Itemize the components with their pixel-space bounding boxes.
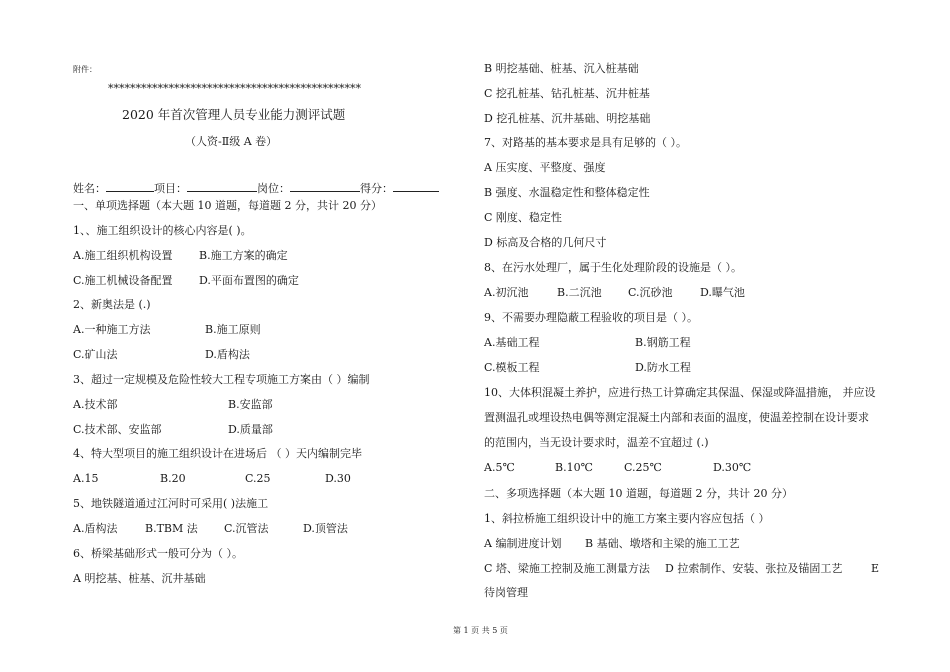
option: D.30 [325, 472, 351, 485]
question-text: 10、大体积混凝土养护，应进行热工计算确定其保温、保湿或降温措施， 并应设 [484, 386, 876, 399]
option: D.盾构法 [205, 348, 250, 361]
option: C 挖孔桩基、钻孔桩基、沉井桩基 [484, 87, 650, 100]
question-text: 8、在污水处理厂，属于生化处理阶段的设施是（ ）。 [484, 261, 742, 274]
page-number: 第 1 页 共 5 页 [453, 626, 508, 635]
question-text: 1、斜拉桥施工组织设计中的施工方案主要内容应包括（ ） [484, 512, 770, 525]
option: A.5℃ [484, 461, 515, 474]
page-subtitle: （人资-Ⅱ级 A 卷） [185, 135, 278, 148]
option: C.技术部、安监部 [73, 423, 162, 436]
project-label: 项目： [154, 182, 187, 195]
question-text: 6、桥梁基础形式一般可分为（ ）。 [73, 547, 243, 560]
option: D 标高及合格的几何尺寸 [484, 236, 607, 249]
option: D.曝气池 [700, 286, 745, 299]
option: D.质量部 [228, 423, 273, 436]
option: A 明挖基、桩基、沉井基础 [73, 572, 206, 585]
question-text: 4、特大型项目的施工组织设计在进场后 （ ）天内编制完毕 [73, 447, 362, 460]
option: 待岗管理 [484, 586, 528, 599]
option: C.施工机械设备配置 [73, 274, 173, 287]
option: A.技术部 [73, 398, 118, 411]
option: B.20 [160, 472, 186, 485]
option: A.15 [73, 472, 99, 485]
option: C.模板工程 [484, 361, 540, 374]
page-title: 2020 年首次管理人员专业能力测评试题 [122, 107, 346, 122]
option: B.二沉池 [557, 286, 602, 299]
section-heading: 二、多项选择题（本大题 10 道题，每道题 2 分，共计 20 分） [484, 487, 793, 500]
project-field[interactable] [187, 181, 257, 192]
option: E [871, 562, 880, 575]
option: B.TBM 法 [145, 522, 198, 535]
option: C.25 [245, 472, 271, 485]
option: C.沉管法 [224, 522, 269, 535]
question-text: 2、新奥法是 (.) [73, 298, 151, 311]
option: A 压实度、平整度、强度 [484, 161, 606, 174]
option: D.30℃ [713, 461, 752, 474]
position-label: 岗位： [257, 182, 290, 195]
option: B.安监部 [228, 398, 273, 411]
option: B 强度、水温稳定性和整体稳定性 [484, 186, 650, 199]
attachment-label: 附件： [73, 65, 97, 74]
question-text: 的范围内，当无设计要求时，温差不宜超过 (.) [484, 436, 709, 449]
option: C.沉砂池 [628, 286, 673, 299]
option: C 刚度、稳定性 [484, 211, 562, 224]
option: A.盾构法 [73, 522, 118, 535]
stars-divider: ********************************************** [108, 82, 361, 95]
option: B.施工原则 [205, 323, 261, 336]
option: A.基础工程 [484, 336, 540, 349]
option: A.一种施工方法 [73, 323, 151, 336]
option: D.防水工程 [635, 361, 691, 374]
question-text: 1、、施工组织设计的核心内容是( )。 [73, 224, 252, 237]
name-label: 姓名： [73, 182, 106, 195]
option: A.施工组织机构设置 [73, 249, 173, 262]
option: B.施工方案的确定 [199, 249, 288, 262]
question-text: 5、地铁隧道通过江河时可采用( )法施工 [73, 497, 269, 510]
option: B 明挖基础、桩基、沉入桩基础 [484, 62, 639, 75]
option: C.矿山法 [73, 348, 118, 361]
option: A 编制进度计划 [484, 537, 562, 550]
score-label: 得分： [360, 182, 393, 195]
section-heading: 一、单项选择题（本大题 10 道题，每道题 2 分，共计 20 分） [73, 199, 382, 212]
option: D 挖孔桩基、沉井基础、明挖基础 [484, 112, 651, 125]
option: D.平面布置图的确定 [199, 274, 299, 287]
option: C.25℃ [624, 461, 662, 474]
question-text: 7、对路基的基本要求是具有足够的（ ）。 [484, 136, 687, 149]
option: B.钢筋工程 [635, 336, 691, 349]
option: D 拉索制作、安装、张拉及锚固工艺 [665, 562, 843, 575]
name-field[interactable] [106, 181, 154, 192]
option: A.初沉池 [484, 286, 529, 299]
option: B.10℃ [555, 461, 593, 474]
option: B 基础、墩塔和主梁的施工工艺 [585, 537, 740, 550]
question-text: 3、超过一定规模及危险性较大工程专项施工方案由（ ）编制 [73, 373, 370, 386]
question-text: 9、不需要办理隐蔽工程验收的项目是（ ）。 [484, 311, 698, 324]
info-row [73, 181, 439, 196]
position-field[interactable] [290, 181, 360, 192]
option: C 塔、梁施工控制及施工测量方法 [484, 562, 650, 575]
question-text: 置测温孔或埋设热电偶等测定混凝土内部和表面的温度，使温差控制在设计要求 [484, 411, 869, 424]
score-field[interactable] [393, 181, 439, 192]
option: D.顶管法 [303, 522, 348, 535]
